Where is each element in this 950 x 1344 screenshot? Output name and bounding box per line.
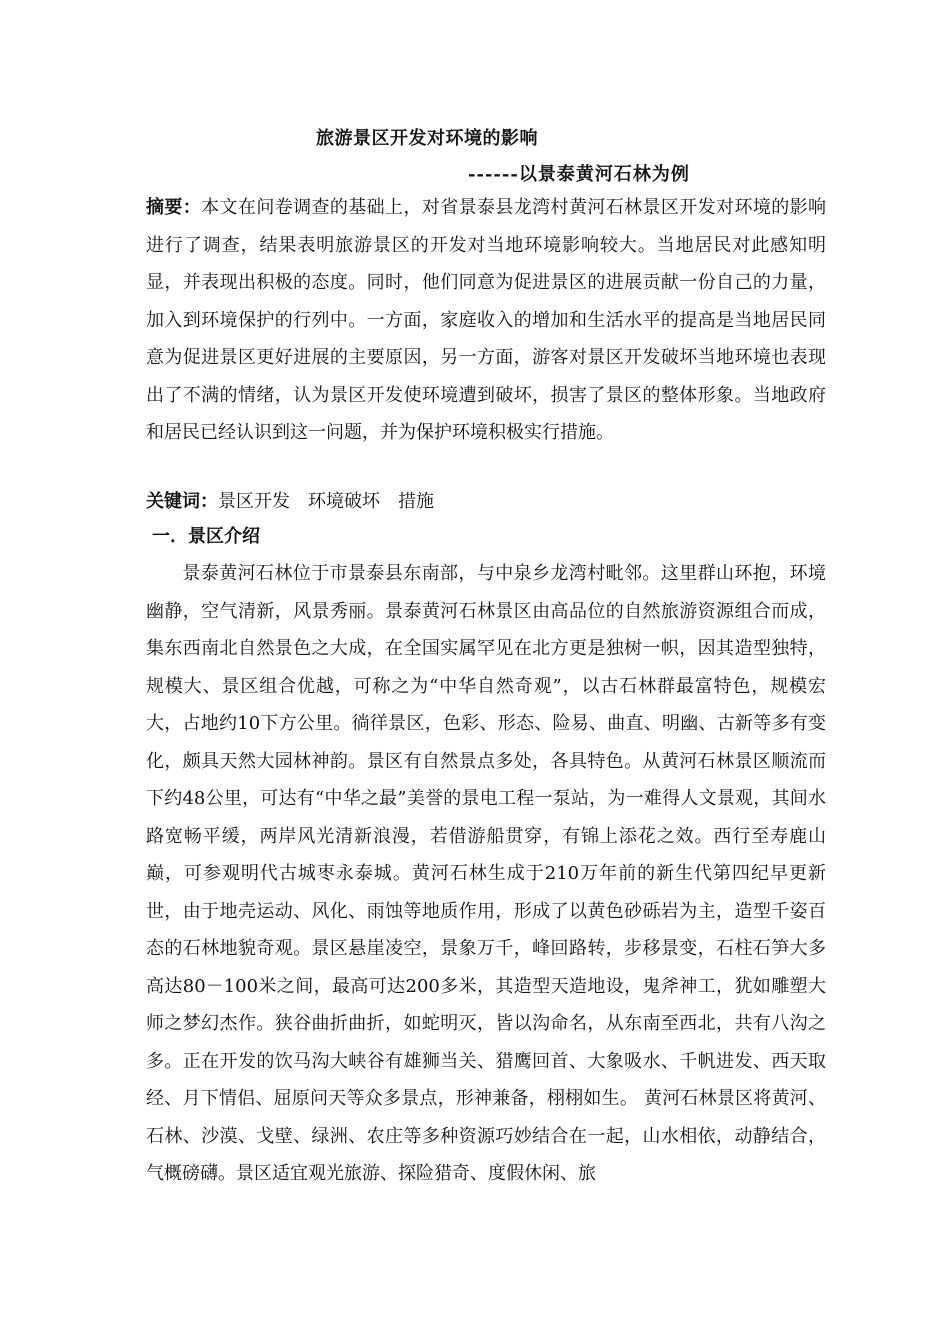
keyword-item: 环境破坏: [308, 491, 380, 512]
document-title: 旅游景区开发对环境的影响: [316, 128, 538, 149]
section-heading: 一．景区介绍: [152, 526, 260, 547]
keywords-line: [146, 487, 434, 517]
abstract-paragraph: [146, 189, 826, 452]
keyword-item: 景区开发: [218, 491, 290, 512]
section-body-paragraph: [146, 555, 826, 1193]
keywords-label: 关键词：: [146, 491, 218, 512]
section-body-text: 景泰黄河石林位于市景泰县东南部，与中泉乡龙湾村毗邻。这里群山环抱，环境幽静，空气清新，风景秀丽。景泰黄河石林景区由高品位的自然旅游资源组合而成，集东西南北自然景色之大成，在全国实属罕见在北方更是独树一帜，因其造型独特，规模大、景区组合优越，可称之为“中华自然奇观”，以古石林群最富特色，规模宏大，占地约10下方公里。徜徉景区，色彩、形态、险易、曲直、明幽、古新等多有变化，颇具天然大园林神韵。景区有自然景点多处，各具特色。从黄河石林景区顺流而下约48公里，可达有“中华之最”美誉的景电工程一泵站，为一难得人文景观，其间水路宽畅平缓，两岸风光清新浪漫，若借游船贯穿，有锦上添花之效。西行至寿鹿山巅，可参观明代古城枣永泰城。黄河石林生成于210万年前的新生代第四纪早更新世，由于地壳运动、风化、雨蚀等地质作用，形成了以黄色砂砾岩为主，造型千姿百态的石林地貌奇观。景区悬崖凌空，景象万千，峰回路转，步移景变，石柱石笋大多高达80－100米之间，最高可达200多米，其造型天造地设，鬼斧神工，犹如雕塑大师之梦幻杰作。狭谷曲折曲折，如蛇明灭，皆以沟命名，从东南至西北，共有八沟之多。正在开发的饮马沟大峡谷有雄狮当关、猎鹰回首、大象吸水、千帆进发、西天取经、月下情侣、屈原问天等众多景点，形神兼备，栩栩如生。 黄河石林景区将黄河、石林、沙漠、戈壁、绿洲、农庄等多种资源巧妙结合在一起，山水相依，动静结合，气概磅礴。景区适宜观光旅游、探险猎奇、度假休闲、旅: [146, 563, 826, 1184]
abstract-text: 本文在问卷调查的基础上，对省景泰县龙湾村黄河石林景区开发对环境的影响进行了调查，结果表明旅游景区的开发对当地环境影响较大。当地居民对此感知明显，并表现出积极的态度。同时，他们同意为促进景区的进展贡献一份自己的力量，加入到环境保护的行列中。一方面，家庭收入的增加和生活水平的提高是当地居民同意为促进景区更好进展的主要原因，另一方面，游客对景区开发破坏当地环境也表现出了不满的情绪，认为景区开发使环境遭到破坏，损害了景区的整体形象。当地政府和居民已经认识到这一问题，并为保护环境积极实行措施。: [146, 197, 827, 443]
document-subtitle: ------以景泰黄河石林为例: [468, 164, 690, 185]
keyword-item: 措施: [398, 491, 434, 512]
abstract-label: 摘要：: [146, 197, 202, 218]
